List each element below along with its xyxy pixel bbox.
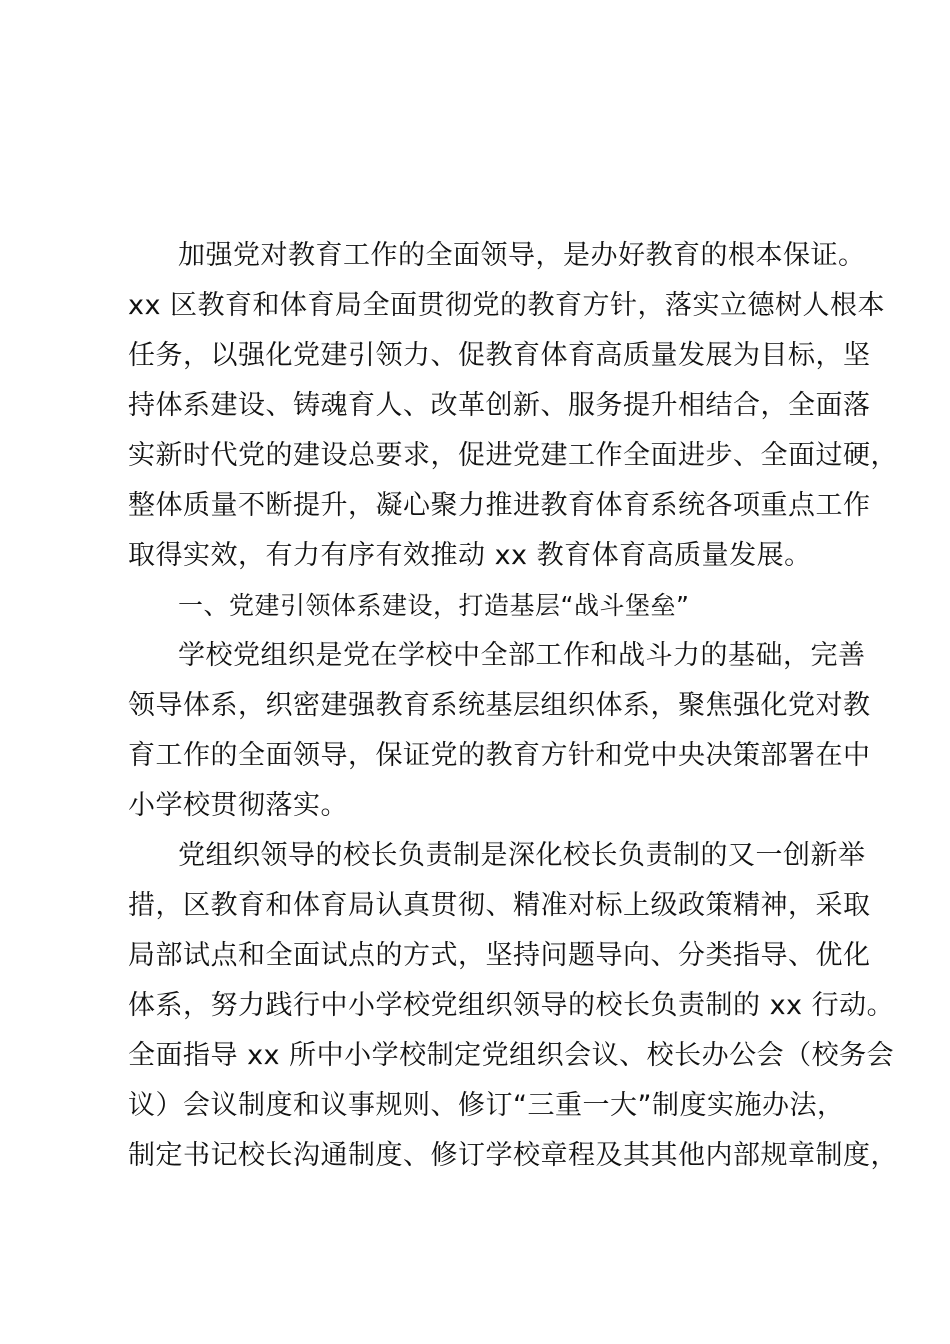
paragraph-3-line-4: 体系，努力践行中小学校党组织领导的校长负责制的 xx 行动。 (128, 990, 895, 1021)
paragraph-3-line-3: 局部试点和全面试点的方式，坚持问题导向、分类指导、优化 (128, 940, 871, 971)
section-heading-1: 一、党建引领体系建设，打造基层“战斗堡垒” (178, 591, 690, 620)
paragraph-1-line-6: 整体质量不断提升，凝心聚力推进教育体育系统各项重点工作 (128, 490, 871, 521)
paragraph-3-line-2: 措，区教育和体育局认真贯彻、精准对标上级政策精神，采取 (128, 890, 871, 921)
paragraph-2-line-2: 领导体系，织密建强教育系统基层组织体系，聚焦强化党对教 (128, 690, 871, 721)
paragraph-2-line-3: 育工作的全面领导，保证党的教育方针和党中央决策部署在中 (128, 740, 871, 771)
paragraph-1-line-5: 实新时代党的建设总要求，促进党建工作全面进步、全面过硬， (128, 440, 898, 471)
paragraph-1-line-2: xx 区教育和体育局全面贯彻党的教育方针，落实立德树人根本 (128, 290, 886, 321)
paragraph-3-line-5: 全面指导 xx 所中小学校制定党组织会议、校长办公会（校务会 (128, 1040, 895, 1071)
paragraph-3-line-6: 议）会议制度和议事规则、修订“三重一大”制度实施办法， (128, 1090, 845, 1121)
paragraph-1-line-1: 加强党对教育工作的全面领导，是办好教育的根本保证。 (178, 240, 866, 271)
paragraph-1-line-4: 持体系建设、铸魂育人、改革创新、服务提升相结合，全面落 (128, 390, 871, 421)
paragraph-3-line-1: 党组织领导的校长负责制是深化校长负责制的又一创新举 (178, 840, 866, 871)
paragraph-1-line-3: 任务，以强化党建引领力、促教育体育高质量发展为目标，坚 (128, 340, 871, 371)
paragraph-2-line-4: 小学校贯彻落实。 (128, 790, 348, 821)
paragraph-1-line-7: 取得实效，有力有序有效推动 xx 教育体育高质量发展。 (128, 540, 812, 571)
paragraph-3-line-7: 制定书记校长沟通制度、修订学校章程及其其他内部规章制度， (128, 1140, 898, 1171)
paragraph-2-line-1: 学校党组织是党在学校中全部工作和战斗力的基础，完善 (178, 640, 866, 671)
